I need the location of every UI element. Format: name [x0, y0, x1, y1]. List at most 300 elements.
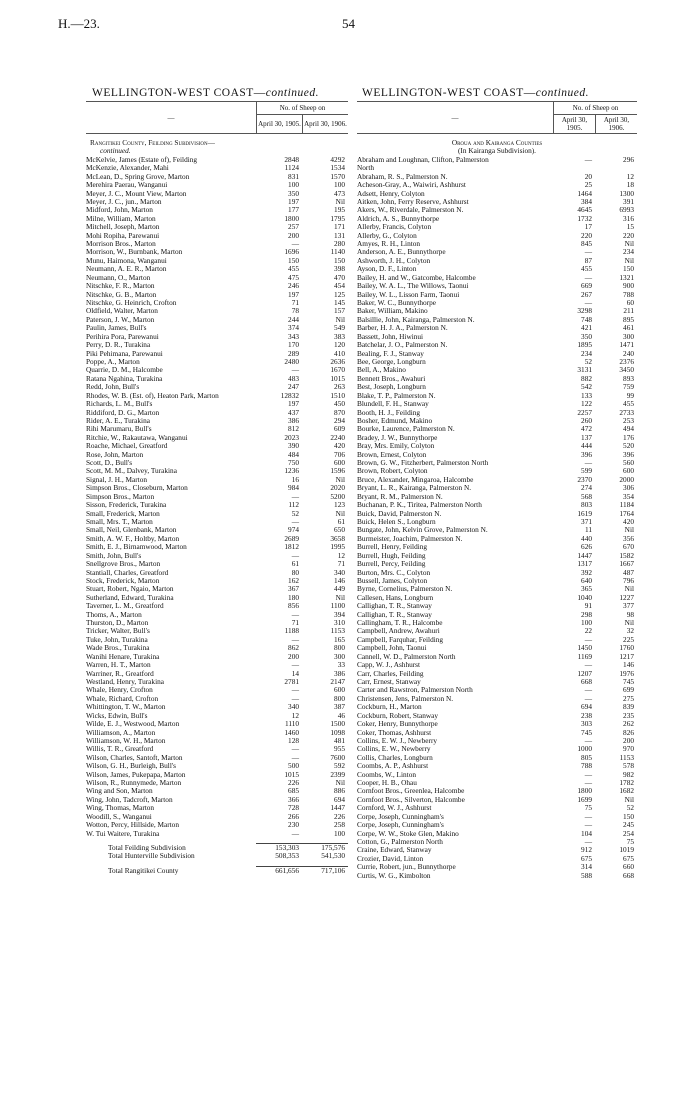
sheep-1905: 350: [288, 189, 299, 198]
owner-name: Callighan, T. R., Stanway: [357, 610, 432, 619]
sheep-1905: —: [584, 661, 592, 670]
table-row: [86, 434, 348, 442]
col-1906-header: April 30, 1906.: [304, 120, 347, 128]
owner-name: Collins, E. W., Newberry: [357, 745, 431, 754]
sheep-1905: 812: [288, 425, 299, 434]
table-row: [86, 813, 348, 821]
table-row: [357, 156, 637, 164]
owner-name: Williamson, A., Marton: [86, 728, 156, 737]
table-row: [86, 543, 348, 551]
table-row: [86, 493, 348, 501]
table-row: [357, 787, 637, 795]
table-row: [357, 737, 637, 745]
sheep-1906: 2733: [619, 408, 634, 417]
sheep-1905: 4645: [577, 206, 592, 215]
table-row: [86, 526, 348, 534]
grand-total-1905: 661,656: [256, 866, 302, 875]
table-row: [86, 451, 348, 459]
table-row: [357, 518, 637, 526]
owner-name: Meyer, J. C., jun., Marton: [86, 197, 162, 206]
subdivision-total-row: [86, 844, 348, 853]
table-row: [86, 274, 348, 282]
sheep-1905: 1732: [577, 214, 592, 223]
sheep-1905: 599: [581, 467, 592, 476]
table-row: [86, 830, 348, 838]
sheep-1905: 626: [581, 543, 592, 552]
sheep-1905: 1460: [284, 728, 299, 737]
sheep-1906: 98: [626, 610, 634, 619]
table-row: [86, 712, 348, 720]
table-row: [86, 324, 348, 332]
owner-name: Milne, William, Marton: [86, 214, 156, 223]
sheep-1905: 750: [288, 459, 299, 468]
table-row: [86, 804, 348, 812]
sheep-1905: 483: [288, 374, 299, 383]
table-row: [357, 872, 637, 880]
total-1906: 175,576: [302, 844, 348, 853]
table-row: [86, 670, 348, 678]
sheep-1906: 481: [334, 736, 345, 745]
sheep-1906: 123: [334, 501, 345, 510]
table-row: [357, 813, 637, 821]
owner-name: Bradey, J. W., Bunnythorpe: [357, 433, 438, 442]
sheep-1906: 2000: [619, 475, 634, 484]
sheep-1905: 856: [288, 602, 299, 611]
owner-name: Bryant, L. R., Kairanga, Palmerston N.: [357, 484, 472, 493]
table-row: [357, 265, 637, 273]
owner-name: Barber, H. J. A., Palmerston N.: [357, 324, 448, 333]
owner-name: Small, Mrs. T., Marton: [86, 517, 153, 526]
sheep-1906: 1217: [619, 652, 634, 661]
table-row: [357, 484, 637, 492]
sheep-1905: 728: [288, 804, 299, 813]
owner-name: Corpe, Joseph, Cunningham's: [357, 821, 444, 830]
sheep-1906: Nil: [624, 256, 634, 265]
sheep-1905: 845: [581, 240, 592, 249]
sheep-1906: 600: [334, 686, 345, 695]
owner-name: Tuke, John, Turakina: [86, 635, 148, 644]
owner-name: Bealing, F. J., Stanway: [357, 349, 424, 358]
table-row: [86, 333, 348, 341]
sheep-1905: 1124: [284, 164, 299, 173]
sheep-1906: 759: [623, 383, 634, 392]
table-row: [357, 720, 637, 728]
sheep-1906: 1682: [619, 787, 634, 796]
owner-name: Bruce, Alexander, Mingaroa, Halcombe: [357, 475, 474, 484]
table-row: [86, 392, 348, 400]
sheep-1906: 100: [334, 829, 345, 838]
sheep-1906: 450: [334, 400, 345, 409]
total-1905: 508,353: [275, 852, 299, 861]
sheep-1906: 200: [623, 736, 634, 745]
table-row: [357, 400, 637, 408]
sheep-1905: 748: [581, 315, 592, 324]
sheep-1906: 131: [334, 231, 345, 240]
owner-name: Bailey, W. L., Lisson Farm, Taonui: [357, 290, 460, 299]
sheep-1905: —: [291, 610, 299, 619]
owner-name: Bosher, Edmund, Makino: [357, 416, 433, 425]
table-row: [86, 510, 348, 518]
table-row: [357, 501, 637, 509]
table-row: [86, 686, 348, 694]
sheep-1905: 71: [291, 619, 299, 628]
owner-name: Munu, Haimona, Wanganui: [86, 256, 167, 265]
sheep-1906: 1670: [330, 366, 345, 375]
sheep-1905: 260: [581, 416, 592, 425]
sheep-1906: 826: [623, 728, 634, 737]
owner-name: Wotton, Percy, Hillside, Marton: [86, 821, 179, 830]
owner-name: W. Tui Waitere, Turakina: [86, 829, 160, 838]
table-row: [357, 543, 637, 551]
table-row: [357, 804, 637, 812]
sheep-1905: 3298: [577, 307, 592, 316]
table-row: [86, 745, 348, 753]
sheep-1905: 1207: [577, 669, 592, 678]
sheep-1906: 310: [334, 619, 345, 628]
sheep-1906: 1184: [619, 501, 634, 510]
sheep-1906: 61: [337, 517, 345, 526]
table-row: [86, 341, 348, 349]
table-row: [86, 762, 348, 770]
sheep-1906: 306: [623, 484, 634, 493]
owner-name: Bussell, James, Colyton: [357, 576, 428, 585]
owner-name: Nitschke, F. R., Marton: [86, 282, 155, 291]
table-row: [86, 560, 348, 568]
table-row: [357, 198, 637, 206]
owner-name: Cockburn, H., Marton: [357, 703, 422, 712]
sheep-1906: 146: [623, 661, 634, 670]
sheep-1906: 220: [623, 231, 634, 240]
sheep-1905: 2257: [577, 408, 592, 417]
sheep-1906: 5200: [330, 492, 345, 501]
sheep-1906: 454: [334, 282, 345, 291]
sheep-1905: —: [584, 155, 592, 164]
table-row: [357, 779, 637, 787]
sheep-1906: 396: [623, 450, 634, 459]
sheep-1905: 61: [291, 560, 299, 569]
sheep-1905: 386: [288, 416, 299, 425]
owner-name: Corpe, Joseph, Cunningham's: [357, 812, 444, 821]
sheep-1906: 706: [334, 450, 345, 459]
sheep-1905: 52: [291, 509, 299, 518]
sheep-1905: 150: [288, 256, 299, 265]
owner-name: Whittington, T. W., Marton: [86, 703, 166, 712]
table-row: [357, 282, 637, 290]
table-row: [86, 611, 348, 619]
sheep-1905: 500: [288, 762, 299, 771]
owner-name: Smith, A. W. F., Holtby, Marton: [86, 534, 180, 543]
sheep-1906: 52: [626, 804, 634, 813]
table-row: [86, 695, 348, 703]
sheep-1906: 316: [623, 214, 634, 223]
sheep-1906: 340: [334, 568, 345, 577]
owner-name: Carr, Ernest, Stanway: [357, 678, 421, 686]
owner-name: Acheson-Gray, A., Waiwiri, Ashhurst: [357, 181, 466, 190]
sheep-1905: 1619: [577, 509, 592, 518]
sheep-1905: —: [291, 694, 299, 703]
table-row: [357, 602, 637, 610]
owner-name: Burrell, Henry, Feilding: [357, 543, 428, 552]
owner-name: Thurston, D., Marton: [86, 619, 149, 628]
sheep-1905: 2023: [284, 433, 299, 442]
sheep-1906: 449: [334, 585, 345, 594]
table-row: [357, 451, 637, 459]
sheep-1906: 1760: [619, 644, 634, 653]
sheep-1905: —: [584, 459, 592, 468]
right-table-header: [357, 101, 637, 134]
sheep-1905: 1236: [284, 467, 299, 476]
table-row: [86, 720, 348, 728]
owner-name: Redd, John, Bull's: [86, 383, 140, 392]
sheep-1905: 2370: [577, 475, 592, 484]
sheep-1906: 377: [623, 602, 634, 611]
sheep-1906: 955: [334, 745, 345, 754]
sheep-1905: 421: [581, 324, 592, 333]
owner-name: McKenzie, Alexander, Mahi: [86, 164, 169, 173]
sheep-1905: —: [291, 661, 299, 670]
sheep-1906: 391: [623, 197, 634, 206]
table-row: [357, 324, 637, 332]
sheep-1906: 970: [623, 745, 634, 754]
sheep-1906: 473: [334, 189, 345, 198]
sheep-1906: 668: [623, 871, 634, 880]
owner-name: Wanihi Henare, Turakina: [86, 652, 160, 661]
owner-name: Morrison Bros., Marton: [86, 240, 156, 249]
table-row: [357, 366, 637, 374]
sheep-1905: 568: [581, 492, 592, 501]
owner-name: Abraham, R. S., Palmerston N.: [357, 172, 448, 181]
owner-name: Perihira Pora, Parewanui: [86, 332, 159, 341]
table-row: [357, 206, 637, 214]
table-row: [357, 526, 637, 534]
sheep-1905: —: [584, 838, 592, 847]
table-row: [86, 821, 348, 829]
table-row: [357, 577, 637, 585]
sheep-1906: 600: [334, 459, 345, 468]
owner-name: Buick, Helen S., Longburn: [357, 517, 436, 526]
sheep-1906: 886: [334, 787, 345, 796]
sheep-1906: 1321: [619, 273, 634, 282]
sheep-1905: 675: [581, 854, 592, 863]
table-row: [357, 417, 637, 425]
table-row: [357, 257, 637, 265]
sheep-1906: Nil: [624, 619, 634, 628]
sheep-1906: 800: [334, 694, 345, 703]
sheep-1905: 122: [581, 400, 592, 409]
name-column-header: —: [86, 102, 257, 134]
sheep-1905: 437: [288, 408, 299, 417]
table-row: [86, 678, 348, 686]
sheep-1906: 1570: [330, 172, 345, 181]
sheep-1906: 560: [623, 459, 634, 468]
owner-name: Paulin, James, Bull's: [86, 324, 147, 333]
sheep-1905: 455: [288, 265, 299, 274]
owner-name: Coombs, A. P., Ashhurst: [357, 762, 429, 771]
table-row: [86, 223, 348, 231]
sheep-1905: 1000: [577, 745, 592, 754]
sheep-1905: —: [291, 492, 299, 501]
sheep-1905: —: [291, 753, 299, 762]
col-1905-header: April 30, 1905.: [554, 115, 596, 134]
owner-name: Akers, W., Riverdale, Palmerston N.: [357, 206, 464, 215]
table-row: [86, 232, 348, 240]
sheep-1906: 15: [626, 223, 634, 232]
sheep-1906: 165: [334, 635, 345, 644]
owner-name: Callesen, Hans, Longburn: [357, 593, 434, 602]
table-row: [357, 678, 637, 686]
sheep-1905: 440: [581, 534, 592, 543]
owner-name: Riddiford, D. G., Marton: [86, 408, 160, 417]
sheep-1906: 461: [623, 324, 634, 333]
sheep-1906: 46: [337, 711, 345, 720]
owner-name: Whale, Henry, Crofton: [86, 686, 153, 695]
table-row: [357, 409, 637, 417]
sheep-1906: 171: [334, 223, 345, 232]
table-row: [357, 712, 637, 720]
owner-name: Smith, John, Bull's: [86, 551, 142, 560]
table-row: [357, 855, 637, 863]
sheep-1905: 831: [288, 172, 299, 181]
sheep-1905: 177: [288, 206, 299, 215]
sheep-1905: 16: [291, 475, 299, 484]
table-row: [357, 796, 637, 804]
sheep-1906: 240: [623, 349, 634, 358]
table-row: [86, 248, 348, 256]
sheep-1906: 235: [623, 711, 634, 720]
owner-name: Scott, D., Bull's: [86, 459, 133, 468]
sheep-1906: 592: [334, 762, 345, 771]
sheep-1905: 20: [584, 172, 592, 181]
sheep-1906: 4292: [330, 155, 345, 164]
owner-name: Woodill, S., Wanganui: [86, 812, 152, 821]
table-row: [86, 535, 348, 543]
owner-name: Wilde, E. J., Westwood, Marton: [86, 720, 180, 729]
sheep-1906: 300: [334, 652, 345, 661]
sheep-1905: 805: [581, 753, 592, 762]
table-row: [357, 434, 637, 442]
owner-name: Bennett Bros., Awahuri: [357, 374, 426, 383]
sheep-1906: 2399: [330, 770, 345, 779]
owner-name: Thoms, A., Marton: [86, 610, 142, 619]
table-row: [86, 476, 348, 484]
table-row: [86, 661, 348, 669]
sheep-1906: 2636: [330, 357, 345, 366]
sheep-1906: 296: [623, 155, 634, 164]
owner-name: Neumann, O., Marton: [86, 273, 151, 282]
sheep-1906: Nil: [624, 240, 634, 249]
sheep-1905: 3131: [577, 366, 592, 375]
sheep-1905: —: [291, 517, 299, 526]
owner-name: Stantiall, Charles, Greatford: [86, 568, 169, 577]
sheep-1905: —: [584, 273, 592, 282]
table-row: [86, 265, 348, 273]
sheep-1905: 11: [584, 526, 592, 535]
sheep-1906: 100: [334, 181, 345, 190]
sheep-1905: —: [584, 686, 592, 695]
owner-name: Signal, J. H., Marton: [86, 475, 148, 484]
sheep-1905: 238: [581, 711, 592, 720]
owner-name: Wade Bros., Turakina: [86, 644, 150, 653]
sheep-1906: 354: [623, 492, 634, 501]
owner-name: Wing, John, Tadcroft, Marton: [86, 795, 173, 804]
left-table: [86, 101, 348, 875]
table-row: [86, 737, 348, 745]
sheep-1905: 78: [291, 307, 299, 316]
owner-name: Ashworth, J. H., Colyton: [357, 256, 431, 265]
sheep-1906: 839: [623, 703, 634, 712]
owner-name: Abraham and Loughnan, Clifton, Palmerston: [357, 155, 489, 164]
owner-name: North: [357, 164, 375, 173]
sheep-1905: 75: [584, 804, 592, 813]
table-row: [86, 459, 348, 467]
sheep-1906: 1534: [330, 164, 345, 173]
owner-name: Meyer, J. C., Mount View, Marton: [86, 189, 187, 198]
owner-name: Best, Joseph, Longburn: [357, 383, 426, 392]
sheep-1906: 6993: [619, 206, 634, 215]
left-table-header: [86, 101, 348, 134]
table-row: [357, 611, 637, 619]
sheep-1905: 230: [288, 821, 299, 830]
table-row: [357, 762, 637, 770]
table-row: [357, 375, 637, 383]
owner-name: Bassett, John, Hiwinui: [357, 332, 424, 341]
owner-name: Capp, W. J., Ashhurst: [357, 661, 421, 670]
sheep-1906: Nil: [335, 779, 345, 788]
owner-name: Rose, John, Marton: [86, 450, 144, 459]
sheep-1905: 1800: [284, 214, 299, 223]
sheep-1906: 1015: [330, 374, 345, 383]
sheep-1905: 314: [581, 863, 592, 872]
owner-name: Cornfoot Bros., Greenlea, Halcombe: [357, 787, 465, 796]
owner-name: Brown, G. W., Fitzherbert, Palmerston North: [357, 459, 489, 468]
owner-name: Simpson Bros., Marton: [86, 492, 155, 501]
table-row: [357, 190, 637, 198]
table-row: [357, 830, 637, 838]
sheep-1906: 420: [334, 442, 345, 451]
owner-name: Piki Pehimana, Parewanui: [86, 349, 163, 358]
sheep-1906: 211: [623, 307, 634, 316]
sheep-1905: 197: [288, 400, 299, 409]
owner-name: Morrison, W., Burnbank, Marton: [86, 248, 183, 257]
owner-name: Poppe, A., Marton: [86, 357, 140, 366]
owner-name: Paterson, J. W., Marton: [86, 315, 155, 324]
table-row: [86, 164, 348, 172]
sheep-1906: 258: [334, 821, 345, 830]
sheep-1906: 1227: [619, 593, 634, 602]
sheep-1905: 22: [584, 627, 592, 636]
owner-name: Tricker, Walter, Bull's: [86, 627, 150, 636]
section-heading-cont: continued.: [100, 147, 131, 156]
owner-name: Baker, W. C., Bunnythorpe: [357, 299, 436, 308]
owner-name: Nitschke, G. B., Marton: [86, 290, 157, 299]
table-row: [86, 518, 348, 526]
table-row: [357, 173, 637, 181]
table-row: [86, 779, 348, 787]
sheep-1905: 14: [291, 669, 299, 678]
owner-name: Allerby, G., Colyton: [357, 231, 417, 240]
table-row: [357, 442, 637, 450]
owner-name: Cooper, H. B., Ohau: [357, 779, 417, 788]
owner-name: Richards, L. M., Bull's: [86, 400, 153, 409]
sheep-1906: 1447: [330, 804, 345, 813]
table-row: [357, 771, 637, 779]
total-1906: 541,530: [321, 852, 345, 861]
sheep-1905: 298: [581, 610, 592, 619]
sheep-1906: 12: [626, 172, 634, 181]
sheep-1905: 91: [584, 602, 592, 611]
owner-name: Burton, Mrs. C., Colyton: [357, 568, 431, 577]
sheep-1906: 157: [334, 307, 345, 316]
